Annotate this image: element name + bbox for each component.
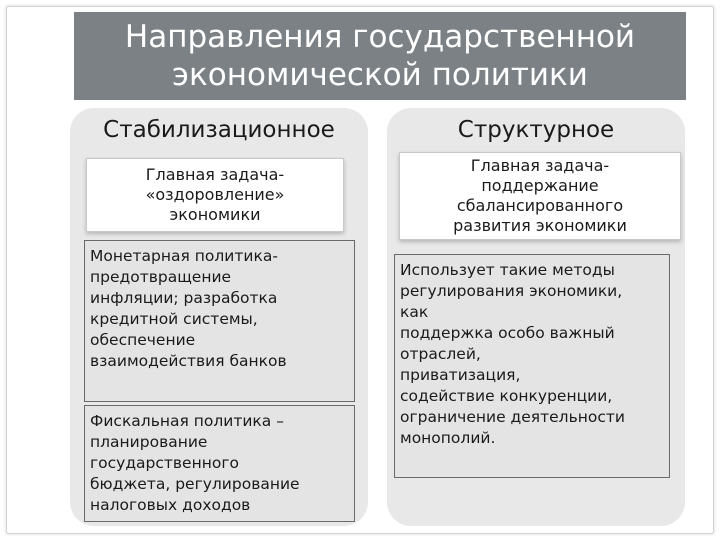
- structural-methods-line: поддержка особо важный: [400, 324, 615, 342]
- structural-task-line: поддержание: [481, 176, 599, 195]
- structural-methods-line: отраслей,: [400, 345, 481, 363]
- structural-methods-line: регулирования экономики,: [400, 282, 623, 300]
- monetary-policy-line: инфляции; разработка: [90, 289, 278, 307]
- structural-methods-line: содействие конкуренции,: [400, 387, 613, 405]
- monetary-policy-line: обеспечение: [90, 331, 196, 349]
- structural-task-box: [399, 152, 681, 240]
- monetary-policy-line: предотвращение: [90, 268, 232, 286]
- monetary-policy-line: кредитной системы,: [90, 310, 258, 328]
- fiscal-policy-line: Фискальная политика –: [90, 412, 284, 430]
- diagram-title: [74, 12, 686, 100]
- monetary-policy-box: [84, 240, 355, 402]
- structural-methods-line: как: [400, 303, 429, 321]
- title-line-1: Направления государственной: [124, 19, 636, 55]
- stabilization-task-line: «оздоровление»: [145, 185, 285, 204]
- structural-task-line: сбалансированного: [456, 196, 624, 215]
- fiscal-policy-line: бюджета, регулирование: [90, 475, 300, 493]
- stabilization-task-box: [86, 158, 344, 232]
- stabilization-header: Стабилизационное: [103, 117, 335, 143]
- structural-methods-line: Использует такие методы: [400, 261, 615, 279]
- fiscal-policy-line: налоговых доходов: [90, 496, 251, 514]
- monetary-policy-line: взаимодействия банков: [90, 352, 287, 370]
- monetary-policy-line: Монетарная политика-: [90, 247, 278, 265]
- structural-methods-line: монополий.: [400, 429, 496, 447]
- structural-header: Структурное: [457, 117, 615, 143]
- structural-methods-line: приватизация,: [400, 366, 521, 384]
- stabilization-task-line: Главная задача-: [145, 165, 285, 184]
- title-line-2: экономической политики: [172, 57, 588, 93]
- structural-methods-line: ограничение деятельности: [400, 408, 625, 426]
- structural-task-line: Главная задача-: [470, 156, 610, 175]
- fiscal-policy-line: государственного: [90, 454, 239, 472]
- fiscal-policy-box: [84, 405, 355, 522]
- structural-task-line: развития экономики: [453, 216, 627, 235]
- fiscal-policy-line: планирование: [90, 433, 208, 451]
- stabilization-task-line: экономики: [169, 205, 261, 224]
- structural-methods-box: [394, 254, 670, 478]
